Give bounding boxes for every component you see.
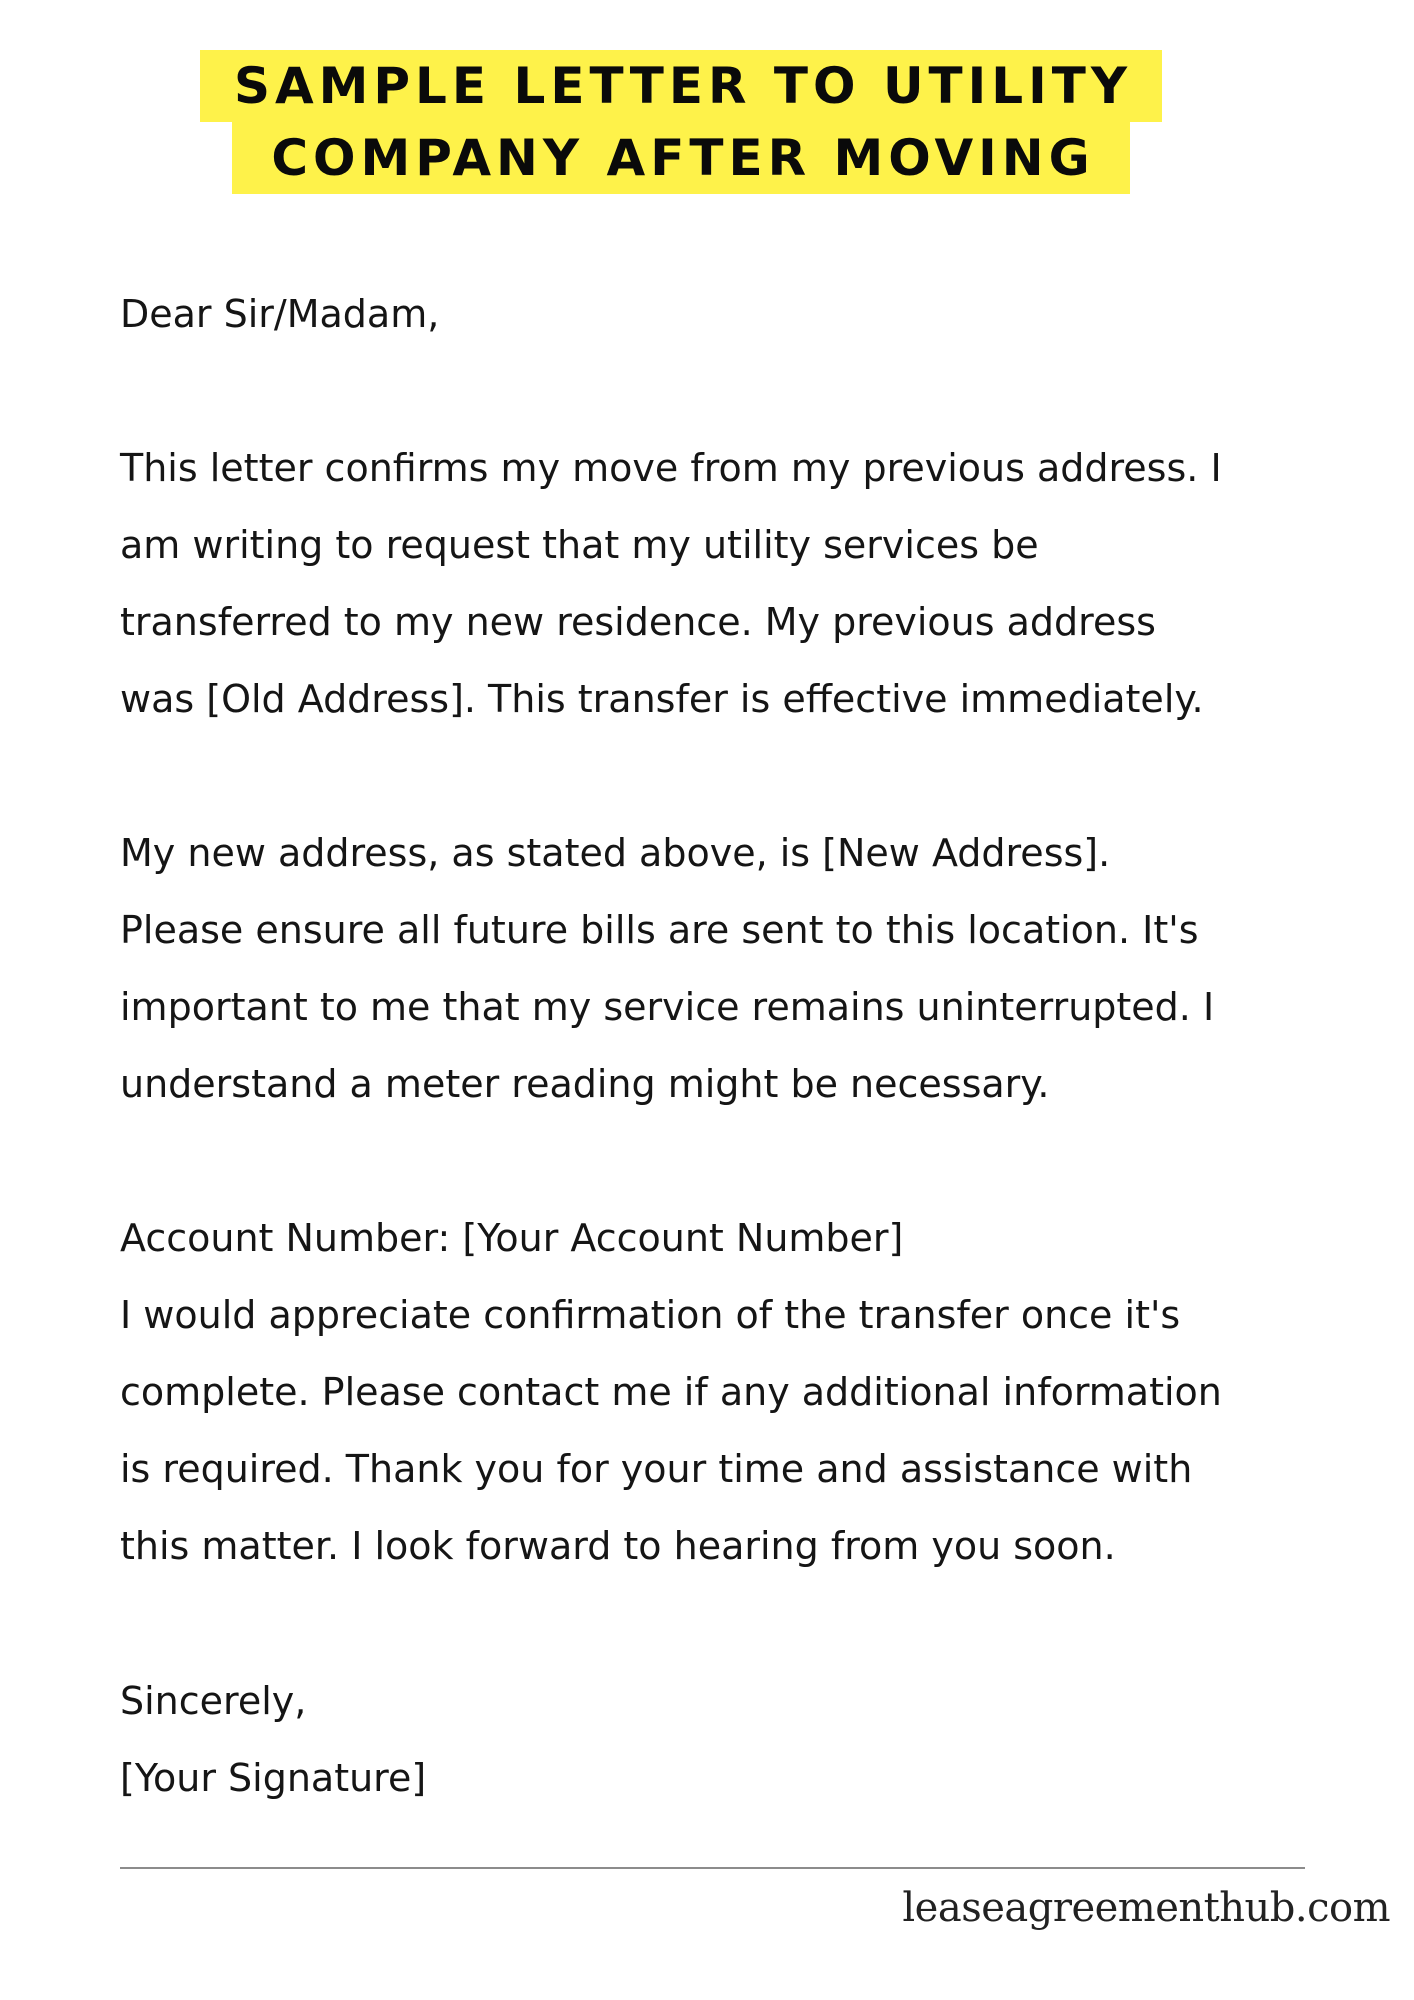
- paragraph-line: Please ensure all future bills are sent to this location. It's: [120, 908, 1199, 952]
- letter-paragraph-1: [120, 430, 1360, 738]
- paragraph-line: was [Old Address]. This transfer is effective immediately.: [120, 677, 1204, 721]
- paragraph-line: this matter. I look forward to hearing from you soon.: [120, 1524, 1116, 1568]
- paragraph-line: understand a meter reading might be necessary.: [120, 1062, 1050, 1106]
- paragraph-line: This letter confirms my move from my previous address. I: [120, 446, 1222, 490]
- signature-placeholder: [Your Signature]: [120, 1756, 427, 1800]
- footer-divider: [120, 1867, 1305, 1869]
- paragraph-line: complete. Please contact me if any additional information: [120, 1370, 1222, 1414]
- letter-paragraph-2: [120, 815, 1360, 1123]
- paragraph-line: transferred to my new residence. My previous address: [120, 600, 1156, 644]
- paragraph-line: My new address, as stated above, is [New Address].: [120, 831, 1111, 875]
- paragraph-line: important to me that my service remains uninterrupted. I: [120, 985, 1215, 1029]
- account-number-line: Account Number: [Your Account Number]: [120, 1216, 904, 1260]
- letter-closing: [120, 1663, 1360, 1817]
- greeting-text: Dear Sir/Madam,: [120, 292, 440, 336]
- paragraph-line: is required. Thank you for your time and assistance with: [120, 1447, 1193, 1491]
- title-line-1: SAMPLE LETTER TO UTILITY: [200, 50, 1162, 122]
- paragraph-line: I would appreciate confirmation of the transfer once it's: [120, 1293, 1181, 1337]
- paragraph-line: am writing to request that my utility services be: [120, 523, 1039, 567]
- closing-text: Sincerely,: [120, 1679, 307, 1723]
- footer-website: leaseagreementhub.com: [902, 1885, 1390, 1931]
- title-line-2: COMPANY AFTER MOVING: [232, 122, 1130, 194]
- letter-greeting: [120, 276, 1360, 353]
- letter-paragraph-3: [120, 1200, 1360, 1585]
